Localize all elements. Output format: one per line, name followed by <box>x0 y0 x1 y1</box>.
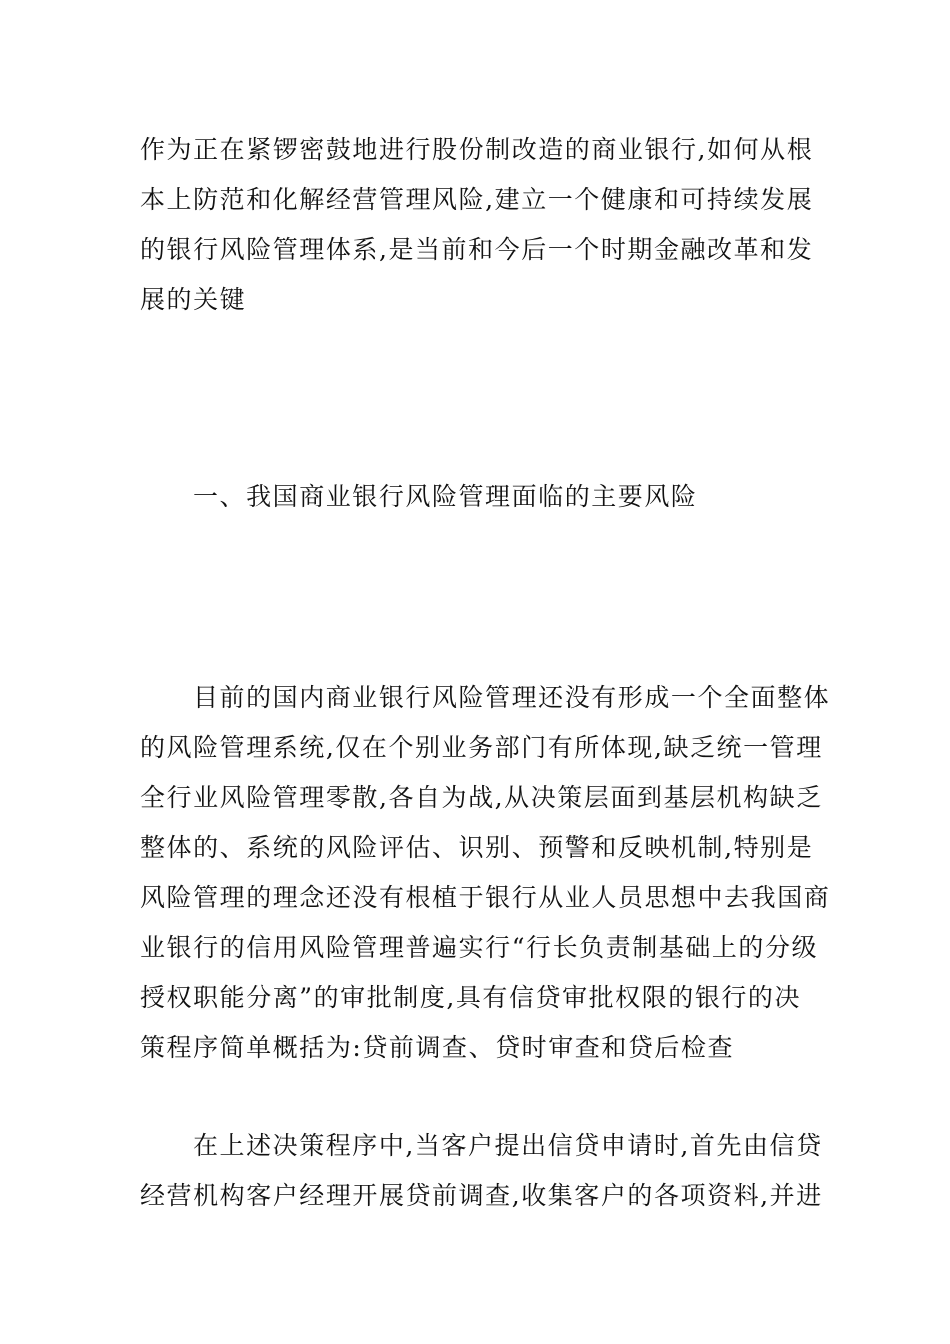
paragraph-line: 目前的国内商业银行风险管理还没有形成一个全面整体 <box>193 683 831 712</box>
paragraph-line: 全行业风险管理零散,各自为战,从决策层面到基层机构缺乏 <box>140 783 823 812</box>
paragraph-line: 策程序简单概括为:贷前调查、贷时审查和贷后检查 <box>140 1033 735 1062</box>
paragraph-line: 授权职能分离”的审批制度,具有信贷审批权限的银行的决 <box>140 983 802 1012</box>
paragraph-line: 经营机构客户经理开展贷前调查,收集客户的各项资料,并进 <box>140 1181 823 1210</box>
intro-line: 作为正在紧锣密鼓地进行股份制改造的商业银行,如何从根 <box>140 135 814 164</box>
paragraph-line: 业银行的信用风险管理普遍实行“行长负责制基础上的分级 <box>140 933 819 962</box>
intro-line: 的银行风险管理体系,是当前和今后一个时期金融改革和发 <box>140 235 814 264</box>
intro-line: 展的关键 <box>140 285 247 314</box>
intro-line: 本上防范和化解经营管理风险,建立一个健康和可持续发展 <box>140 185 814 214</box>
paragraph-line: 的风险管理系统,仅在个别业务部门有所体现,缺乏统一管理 <box>140 733 823 762</box>
paragraph-line: 在上述决策程序中,当客户提出信贷申请时,首先由信贷 <box>193 1131 823 1160</box>
paragraph-line: 整体的、系统的风险评估、识别、预警和反映机制,特别是 <box>140 833 814 862</box>
paragraph-line: 风险管理的理念还没有根植于银行从业人员思想中去我国商 <box>140 883 831 912</box>
section-heading: 一、我国商业银行风险管理面临的主要风险 <box>193 482 698 511</box>
